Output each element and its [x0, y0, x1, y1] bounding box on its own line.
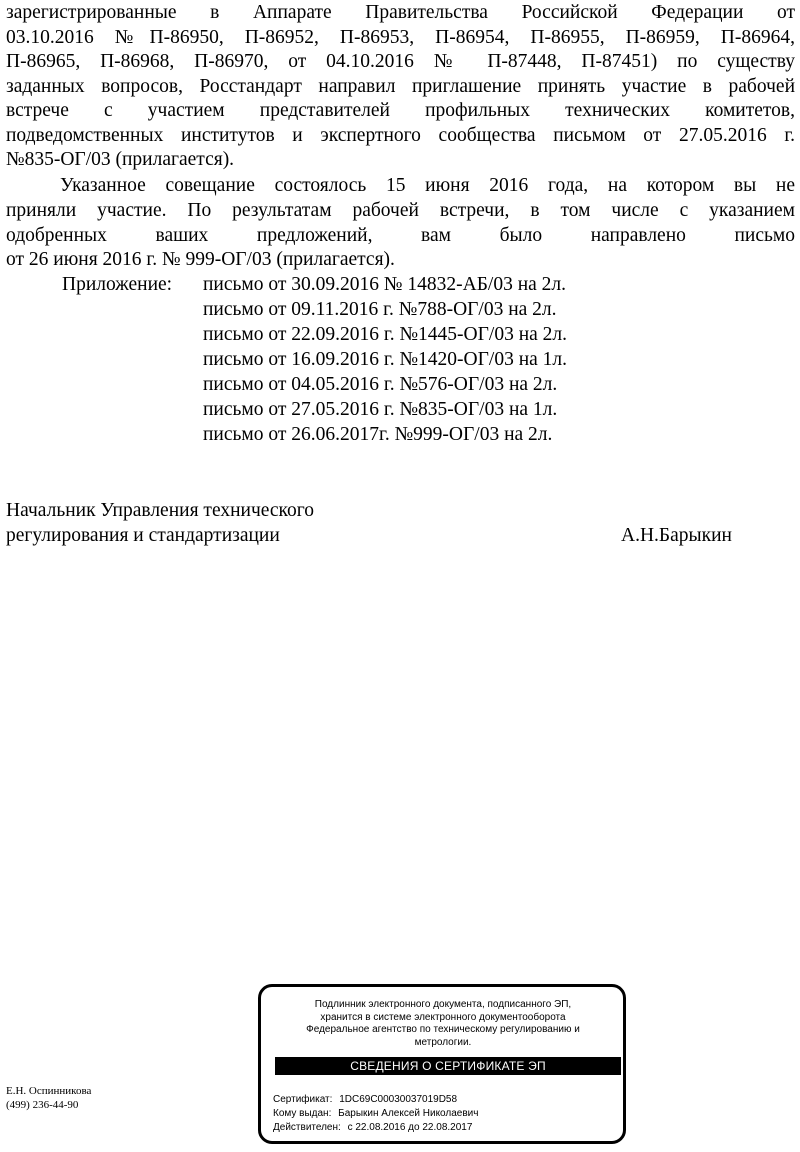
attachment-item-4: письмо от 16.09.2016 г. №1420-ОГ/03 на 1л.: [203, 349, 568, 370]
body-line-8: Указанное совещание состоялось 15 июня 2016 года, на котором вы не: [60, 175, 795, 196]
certificate-value: 1DC69C00030037019D58: [339, 1094, 458, 1105]
executor-phone: (499) 236-44-90: [6, 1099, 79, 1111]
attachment-item-3: письмо от 22.09.2016 г. №1445-ОГ/03 на 2л.: [203, 324, 568, 345]
attachment-item-6: письмо от 27.05.2016 г. №835-ОГ/03 на 1л.: [203, 399, 558, 420]
attachment-item-7: письмо от 26.06.2017г. №999-ОГ/03 на 2л.: [203, 424, 553, 445]
body-line-2: 03.10.2016 №П-86950, П-86952, П-86953, П-86954, П-86955, П-86959, П-86964,: [6, 27, 795, 48]
attachments-label: Приложение:: [62, 274, 173, 295]
body-line-9: приняли участие. По результатам рабочей встречи, в том числе с указанием: [6, 200, 795, 221]
electronic-signature-stamp: [258, 984, 626, 1144]
signatory-name: А.Н.Барыкин: [621, 525, 732, 546]
validity-row: [273, 1122, 472, 1134]
issued-to-label: Кому выдан:: [273, 1108, 332, 1119]
certificate-header: СВЕДЕНИЯ О СЕРТИФИКАТЕ ЭП: [275, 1057, 621, 1075]
body-line-6: подведомственных институтов и экспертного сообщества письмом от 27.05.2016 г.: [6, 125, 795, 146]
certificate-label: Сертификат:: [273, 1094, 333, 1105]
stamp-notice-line-2: хранится в системе электронного документооборота: [320, 1011, 566, 1023]
body-line-5: встрече с участием представителей профильных технических комитетов,: [6, 100, 795, 121]
signatory-title-line2: регулирования и стандартизации: [6, 525, 280, 546]
validity-value: с 22.08.2016 до 22.08.2017: [347, 1122, 473, 1133]
stamp-notice-line-1: Подлинник электронного документа, подписанного ЭП,: [314, 999, 572, 1010]
stamp-notice-line-3: Федеральное агентство по техническому регулированию и: [306, 1024, 580, 1035]
certificate-row: [273, 1094, 457, 1106]
signatory-title-line1: Начальник Управления технического: [6, 500, 315, 521]
stamp-notice-line-4: метрологии.: [414, 1036, 472, 1048]
issued-to-value: Барыкин Алексей Николаевич: [338, 1108, 479, 1119]
body-line-4: заданных вопросов, Росстандарт направил приглашение принять участие в рабочей: [6, 76, 795, 97]
attachment-item-2: письмо от 09.11.2016 г. №788-ОГ/03 на 2л.: [203, 299, 557, 320]
stamp-notice: [275, 999, 611, 1049]
body-line-11: от 26 июня 2016 г. № 999-ОГ/03 (прилагается).: [6, 249, 395, 270]
body-line-1: зарегистрированные в Аппарате Правительства Российской Федерации от: [6, 2, 795, 23]
body-line-7: №835-ОГ/03 (прилагается).: [6, 149, 235, 170]
executor-name: Е.Н. Оспинникова: [6, 1085, 92, 1097]
body-line-3: П-86965, П-86968, П-86970, от 04.10.2016 № П-87448, П-87451) по существу: [6, 51, 795, 72]
attachment-item-5: письмо от 04.05.2016 г. №576-ОГ/03 на 2л.: [203, 374, 558, 395]
attachment-item-1: письмо от 30.09.2016 № 14832-АБ/03 на 2л.: [203, 274, 567, 295]
body-line-10: одобренных ваших предложений, вам было направлено письмо: [6, 225, 795, 246]
issued-to-row: [273, 1108, 478, 1120]
validity-label: Действителен:: [273, 1122, 341, 1133]
